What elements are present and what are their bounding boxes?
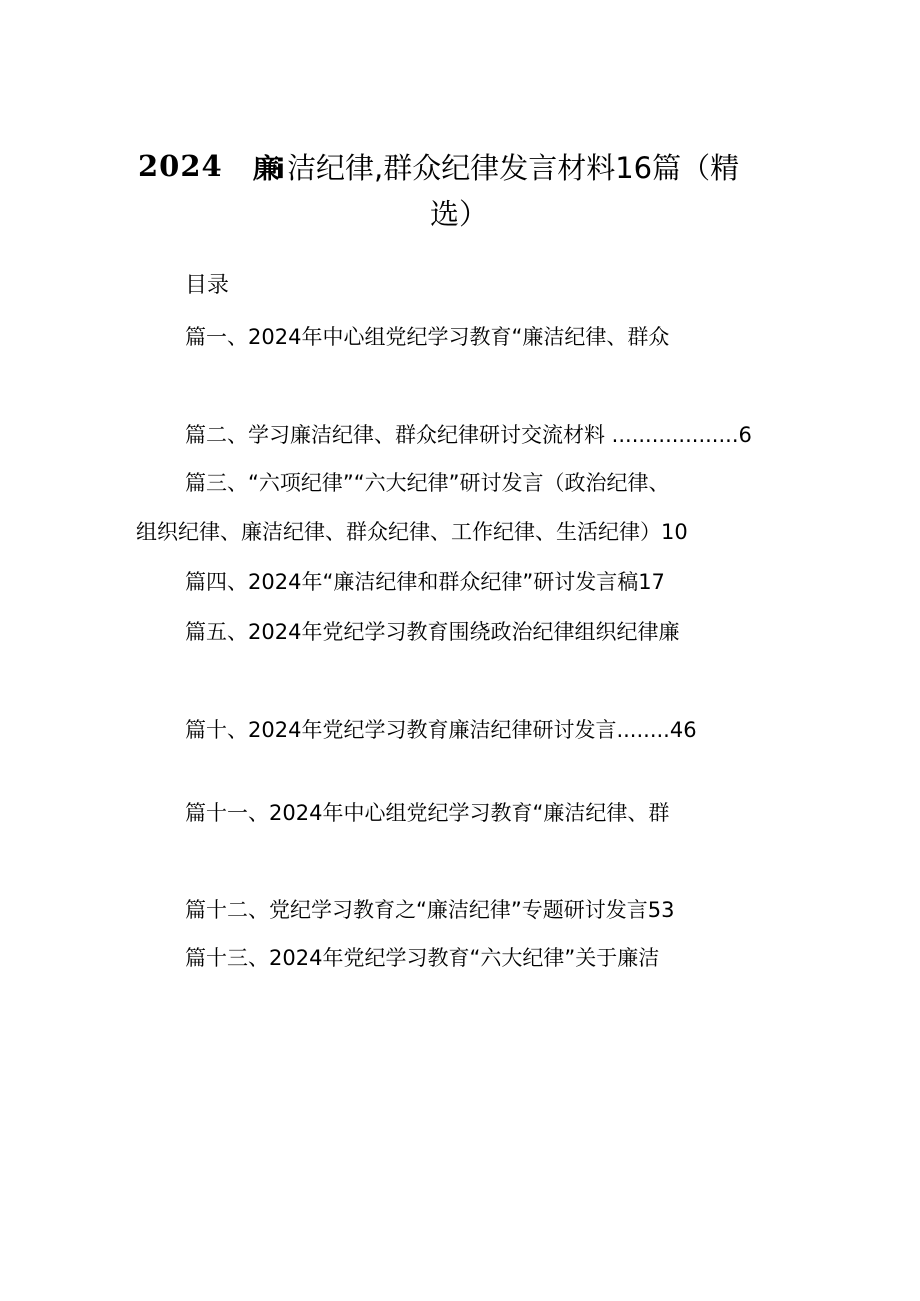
- toc-entry[interactable]: 篇十一、2024年中心组党纪学习教育“廉洁纪律、群: [185, 801, 670, 825]
- toc-entry[interactable]: 篇一、2024年中心组党纪学习教育“廉洁纪律、群众: [185, 325, 670, 349]
- toc-entry[interactable]: 篇十三、2024年党纪学习教育“六大纪律”关于廉洁: [185, 946, 660, 970]
- title-year: 2024: [138, 149, 223, 183]
- document-title: [138, 142, 739, 190]
- toc-entry[interactable]: 篇五、2024年党纪学习教育围绕政治纪律组织纪律廉: [185, 620, 680, 644]
- toc-entry[interactable]: 篇二、学习廉洁纪律、群众纪律研讨交流材料 ...................6: [185, 423, 752, 447]
- title-text-line2: 选）: [430, 197, 489, 231]
- title-text: 洁纪律,群众纪律发言材料16篇（精: [286, 150, 740, 185]
- toc-entry-continuation[interactable]: 组织纪律、廉洁纪律、群众纪律、工作纪律、生活纪律）10: [136, 520, 688, 544]
- toc-entry[interactable]: 篇三、“六项纪律”“六大纪律”研讨发言（政治纪律、: [185, 471, 670, 495]
- toc-heading: 目录: [185, 273, 230, 298]
- toc-entry[interactable]: 篇十、2024年党纪学习教育廉洁纪律研讨发言........46: [185, 718, 697, 742]
- toc-entry[interactable]: 篇四、2024年“廉洁纪律和群众纪律”研讨发言稿17: [185, 570, 665, 594]
- title-broken-glyph: 廉i: [252, 153, 281, 185]
- toc-entry[interactable]: 篇十二、党纪学习教育之“廉洁纪律”专题研讨发言53: [185, 898, 675, 922]
